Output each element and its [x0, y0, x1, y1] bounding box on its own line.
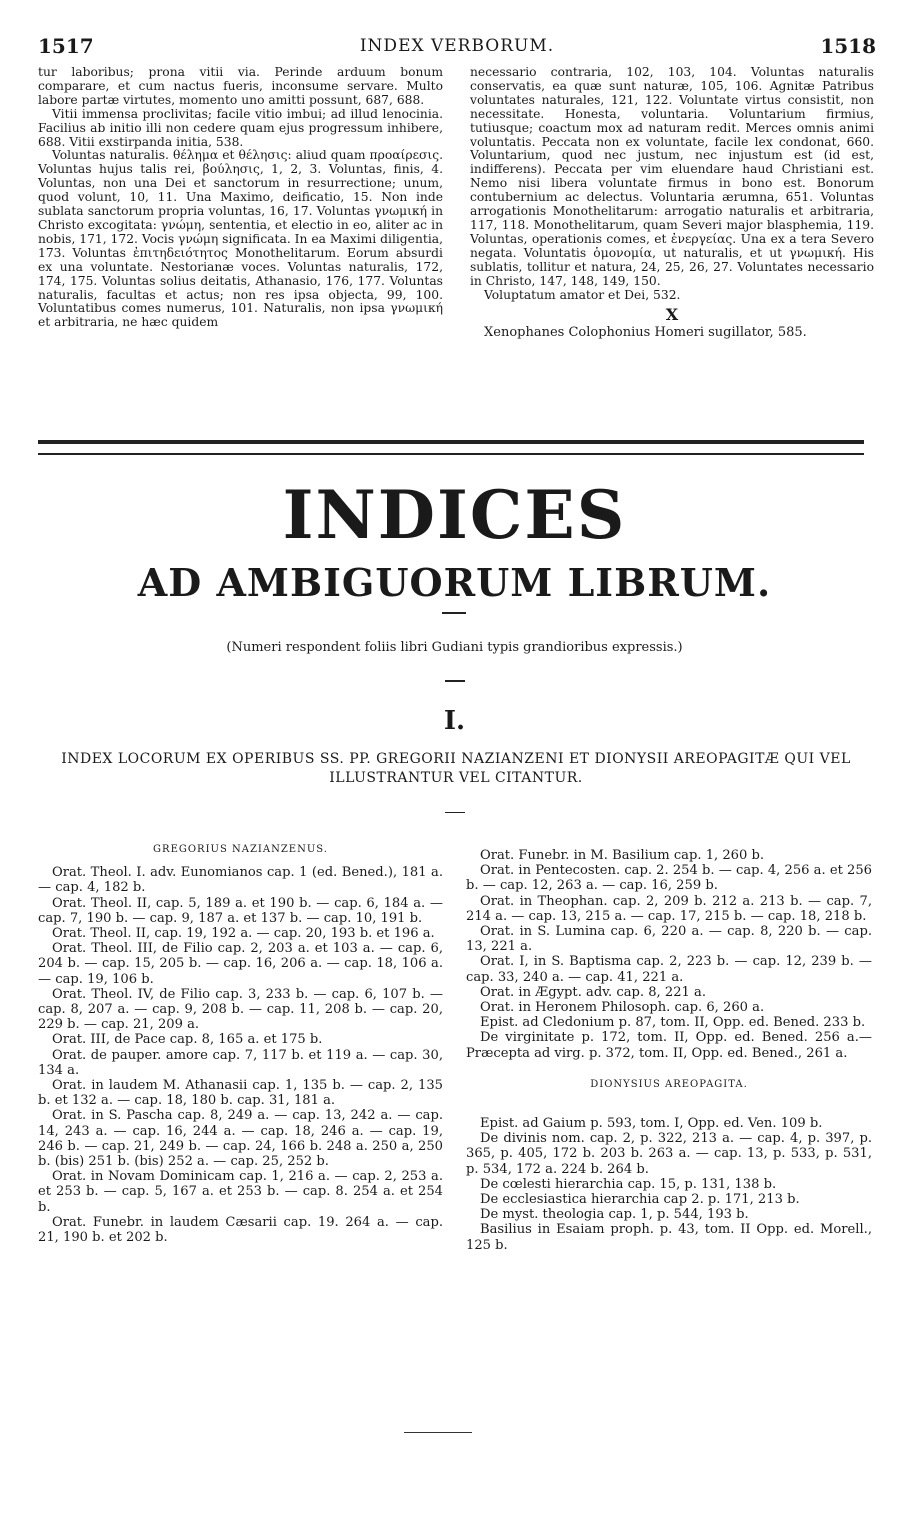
citation-entry: Orat. Funebr. in laudem Cæsarii cap. 19. 264 a. — cap. 21, 190 b. et 202 b.: [38, 1214, 443, 1246]
citation-entry: Orat. III, de Pace cap. 8, 165 a. et 175 b.: [52, 1032, 323, 1048]
index-paragraph: necessario contraria, 102, 103, 104. Voluntas naturalis conservatis, ea quæ sunt naturæ, 105, 106. Agnitæ Patribus voluntates naturales, 121, 122. Voluntate virtus consistit, non necessitate. Honesta, voluntaria. Voluntarium firmius, tutiusque; coactum mox ad naturam redit. Merces omnis animi voluntatis. Peccata non ex voluntate, facile lex condonat, 660. Voluntarium, quod nec justum, nec injustum est (id est, indifferens). Peccata per vim eluendare haud Christiani est. Nemo nisi libera voluntate firmus in bono est. Bonorum contubernium ac delectus. Voluntaria ærumna, 651. Voluntas arrogationis Monothelitarum: arrogatio naturalis et arbitraria, 117, 118. Monothelitarum, quam Severi major blasphemia, 119. Voluntas, operationis comes, et ἐνεργείας. Una ex a tera Severo negata. Voluntatis ὁμονομία, ut naturalis, et ut γνωμική. His sublatis, tollitur et natura, 24, 25, 26, 27. Voluntates necessario in Christo, 147, 148, 149, 150.: [470, 65, 874, 288]
letter-heading: X: [665, 305, 679, 325]
index-paragraph: Vitii immensa proclivitas; facile vitio imbui; ad illud lenocinia. Facilius ab initio illi non cedere quam ejus progressum inhibere, 688. Vitii exstirpanda initia, 538.: [38, 106, 443, 149]
index-paragraph: Voluntas naturalis. θέλημα et θέλησις: aliud quam προαίρεσις. Voluntas hujus talis rei, βούλησις, 1, 2, 3. Voluntas, finis, 4. Voluntas, non una Dei et sanctorum in resurrectione; unum, quod volunt, 10, 11. Una Maximo, deificatio, 15. Non inde sublata sanctorum propria voluntas, 16, 17. Voluntas γνωμική in Christo excogitata: γνώμη, sententia, et electio in eo, aliter ac in nobis, 171, 172. Vocis γνώμη significata. In ea Maximi diligentia, 173. Voluntas ἐπιτηδειότητος Monothelitarum. Eorum absurdi ex una voluntate. Nestorianæ voces. Voluntas naturalis, 172, 174, 175. Voluntas solius deitatis, Athanasio, 176, 177. Voluntas naturalis, facultas et actus; non res ipsa objecta, 99, 100. Voluntatibus comes numerus, 101. Naturalis, non ipsa γνωμική et arbitraria, ne hæc quidem: [38, 148, 443, 330]
double-divider: [38, 440, 864, 455]
citation-entry: Orat. in Heronem Philosoph. cap. 6, 260 a.: [480, 1000, 765, 1016]
citation-entry: Epist. ad Gaium p. 593, tom. I, Opp. ed. Ven. 109 b.: [480, 1116, 823, 1132]
citation-entry: Orat. Theol. II, cap. 19, 192 a. — cap. 20, 193 b. et 196 a.: [52, 926, 435, 942]
page-number-right: 1518: [820, 34, 876, 58]
upper-right-column: [470, 66, 874, 340]
citation-entry: Orat. in Pentecosten. cap. 2. 254 b. — cap. 4, 256 a. et 256 b. — cap. 12, 263 a. — cap. 16, 259 b.: [466, 863, 872, 894]
lower-right-column: [466, 848, 872, 1253]
citation-entry: Basilius in Esaiam proph. p. 43, tom. II Opp. ed. Morell., 125 b.: [466, 1222, 872, 1253]
citation-entry: Orat. Theol. I. adv. Eunomianos cap. 1 (ed. Bened.), 181 a.— cap. 4, 182 b.: [38, 865, 443, 896]
author-heading: GREGORIUS NAZIANZENUS.: [153, 844, 328, 855]
citation-entry: Orat. in S. Lumina cap. 6, 220 a. — cap. 8, 220 b. — cap. 13, 221 a.: [466, 924, 872, 955]
page-number-left: 1517: [38, 34, 94, 58]
citation-entry: Orat. Theol. III, de Filio cap. 2, 203 a. et 103 a. — cap. 6, 204 b. — cap. 15, 205 b. — cap. 16, 206 a. — cap. 18, 106 a. — cap. 19, 106 b.: [38, 941, 443, 987]
index-paragraph: Xenophanes Colophonius Homeri sugillator, 585.: [484, 325, 807, 341]
upper-left-column: [38, 66, 443, 330]
citation-entry: De cœlesti hierarchia cap. 15, p. 131, 138 b.: [480, 1176, 777, 1192]
sub-title: AD AMBIGUORUM LIBRUM.: [137, 560, 772, 605]
citation-entry: Orat. Theol. IV, de Filio cap. 3, 233 b. — cap. 6, 107 b. — cap. 8, 207 a. — cap. 9, 208 b. — cap. 11, 208 b. — cap. 20, 229 b. — cap. 21, 209 a.: [38, 986, 443, 1033]
short-divider: [445, 680, 465, 682]
editorial-note: (Numeri respondent foliis libri Gudiani typis grandioribus expressis.): [226, 640, 683, 655]
index-paragraph: tur laboribus; prona vitii via. Perinde arduum bonum comparare, et cum nactus fueris, inconsume servare. Multo labore partæ virtutes, momento uno amitti possunt, 687, 688.: [38, 65, 443, 107]
index-heading-line: INDEX LOCORUM EX OPERIBUS SS. PP. GREGORII NAZIANZENI ET DIONYSII AREOPAGITÆ QUI VEL: [61, 751, 851, 767]
citation-entry: Orat. in laudem M. Athanasii cap. 1, 135 b. — cap. 2, 135 b. et 132 a. — cap. 18, 180 b. cap. 31, 181 a.: [38, 1078, 443, 1109]
end-rule: [404, 1432, 472, 1433]
citation-entry: Orat. I, in S. Baptisma cap. 2, 223 b. — cap. 12, 239 b. — cap. 33, 240 a. — cap. 41, 221 a.: [466, 954, 872, 985]
index-paragraph: Voluptatum amator et Dei, 532.: [484, 287, 681, 302]
citation-entry: Orat. de pauper. amore cap. 7, 117 b. et 119 a. — cap. 30, 134 a.: [38, 1047, 443, 1078]
section-numeral: I.: [443, 706, 466, 736]
citation-entry: Orat. in Theophan. cap. 2, 209 b. 212 a. 213 b. — cap. 7, 214 a. — cap. 13, 215 a. — cap. 17, 215 b. — cap. 18, 218 b.: [466, 893, 872, 924]
lower-left-column: [38, 842, 443, 1245]
spacer: [466, 1061, 872, 1077]
citation-entry: Epist. ad Cledonium p. 87, tom. II, Opp. ed. Bened. 233 b.: [480, 1015, 866, 1031]
citation-entry: Orat. in Ægypt. adv. cap. 8, 221 a.: [480, 984, 707, 1000]
citation-entry: Orat. Funebr. in M. Basilium cap. 1, 260 b.: [480, 848, 765, 863]
citation-entry: Orat. in Novam Dominicam cap. 1, 216 a. — cap. 2, 253 a. et 253 b. — cap. 5, 167 a. et 253 b. — cap. 8. 254 a. et 254 b.: [38, 1169, 443, 1215]
main-title: INDICES: [282, 476, 627, 554]
citation-entry: Orat. in S. Pascha cap. 8, 249 a. — cap. 13, 242 a. — cap. 14, 243 a. — cap. 16, 244 a. — cap. 18, 246 a. — cap. 19, 246 b. — cap. 21, 249 b. — cap. 24, 166 b. 248 a. 250 a, 250 b. (bis) 251 b. (bis) 252 a. — cap. 25, 252 b.: [38, 1108, 443, 1170]
spacer: [466, 1100, 872, 1116]
short-divider: [445, 812, 465, 813]
index-heading: [38, 750, 874, 788]
running-head: [38, 34, 876, 58]
citation-entry: De divinis nom. cap. 2, p. 322, 213 a. — cap. 4, p. 397, p. 365, p. 405, 172 b. 203 b. 263 a. — cap. 13, p. 533, p. 531, p. 534, 172 a. 224 b. 264 b.: [466, 1131, 872, 1177]
index-heading-line: ILLUSTRANTUR VEL CITANTUR.: [329, 770, 583, 786]
citation-entry: De ecclesiastica hierarchia cap 2. p. 171, 213 b.: [480, 1192, 800, 1208]
short-divider: [442, 612, 466, 614]
citation-entry: De virginitate p. 172, tom. II, Opp. ed. Bened. 256 a.—Præcepta ad virg. p. 372, tom. II, Opp. ed. Bened., 261 a.: [466, 1030, 872, 1061]
running-title: INDEX VERBORUM.: [359, 36, 555, 56]
citation-entry: Orat. Theol. II, cap. 5, 189 a. et 190 b. — cap. 6, 184 a. — cap. 7, 190 b. — cap. 9, 187 a. et 137 b. — cap. 10, 191 b.: [38, 895, 443, 926]
author-heading: DIONYSIUS AREOPAGITA.: [590, 1078, 748, 1090]
citation-entry: De myst. theologia cap. 1, p. 544, 193 b.: [480, 1207, 749, 1223]
